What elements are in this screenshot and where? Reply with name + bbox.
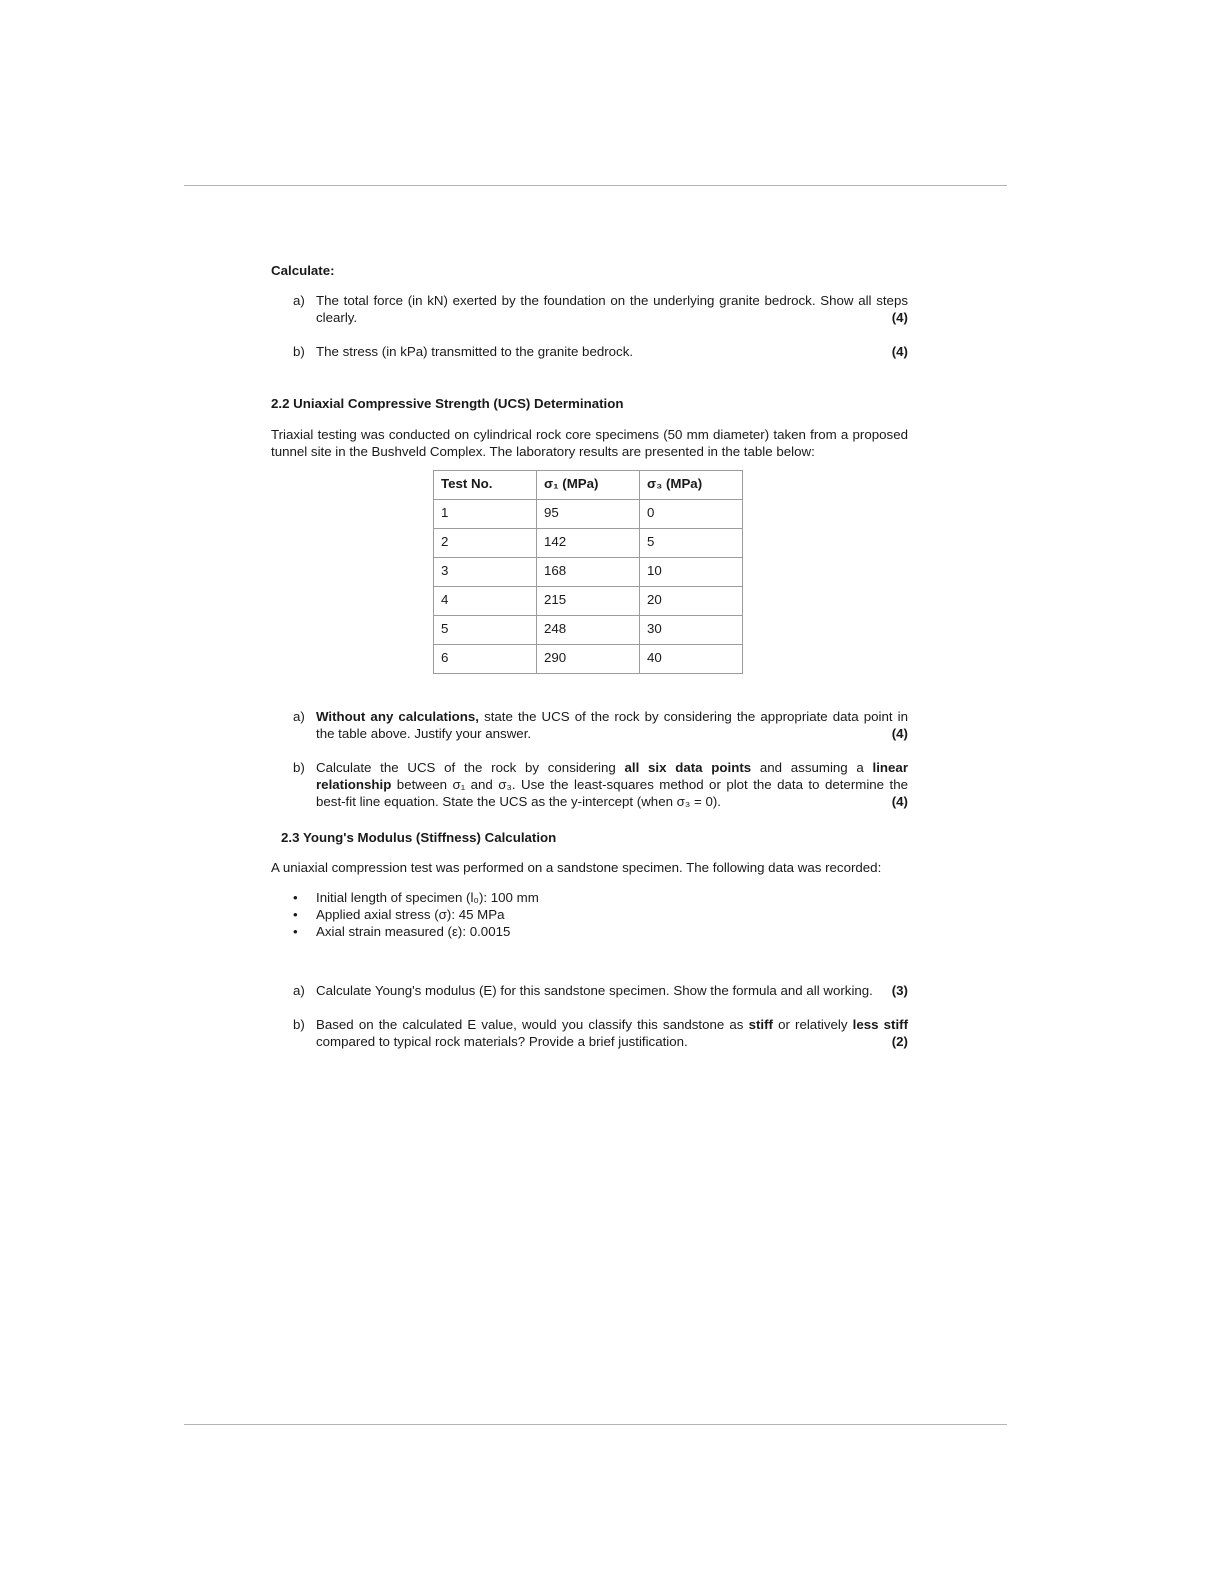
question-body: The stress (in kPa) transmitted to the granite bedrock. xyxy=(316,344,634,359)
table-row xyxy=(434,529,743,558)
table-row xyxy=(434,587,743,616)
section-heading-youngs: 2.3 Young's Modulus (Stiffness) Calculation xyxy=(281,830,557,845)
question-label: a) xyxy=(293,709,305,724)
list-item xyxy=(271,906,908,923)
question-text xyxy=(316,1016,908,1050)
question-emphasis: linear relationship xyxy=(316,760,909,792)
marks: (4) xyxy=(891,344,908,359)
table-cell: 248 xyxy=(537,616,640,645)
question-emphasis: all six data points xyxy=(624,760,752,775)
question-body: Calculate the UCS of the rock by considering xyxy=(316,760,625,775)
table-header: Test No. xyxy=(434,471,537,500)
table-cell: 10 xyxy=(640,558,743,587)
table-header-row xyxy=(434,471,743,500)
footer-rule xyxy=(184,1424,1007,1425)
marks: (2) xyxy=(891,1034,908,1049)
youngs-data-list xyxy=(271,889,908,940)
table-cell: 20 xyxy=(640,587,743,616)
question-body: Calculate Young's modulus (E) for this sandstone specimen. Show the formula and all working. xyxy=(316,983,873,998)
table-cell: 0 xyxy=(640,500,743,529)
question-label: a) xyxy=(293,983,305,998)
table-cell: 5 xyxy=(640,529,743,558)
table-cell: 4 xyxy=(434,587,537,616)
question-text xyxy=(316,292,908,326)
question-text xyxy=(316,343,908,360)
question-b xyxy=(271,343,908,360)
marks: (4) xyxy=(891,310,908,325)
marks: (4) xyxy=(891,794,908,809)
ucs-question-a xyxy=(271,708,908,742)
youngs-question-b xyxy=(271,1016,908,1050)
bullet-icon: • xyxy=(293,907,298,922)
table-header: σ₁ (MPa) xyxy=(537,471,640,500)
question-a xyxy=(271,292,908,326)
table-header: σ₃ (MPa) xyxy=(640,471,743,500)
section-heading-ucs: 2.2 Uniaxial Compressive Strength (UCS) Determination xyxy=(271,396,624,411)
question-body: state the UCS of the rock by considering the appropriate data point in the table above. Justify your answer. xyxy=(316,709,908,741)
question-label: a) xyxy=(293,293,305,308)
table-row xyxy=(434,645,743,674)
list-item-text: Initial length of specimen (l₀): 100 mm xyxy=(316,890,539,905)
list-item xyxy=(271,923,908,940)
table-cell: 1 xyxy=(434,500,537,529)
list-item-text: Applied axial stress (σ): 45 MPa xyxy=(316,907,505,922)
list-item-text: Axial strain measured (ε): 0.0015 xyxy=(316,924,511,939)
question-emphasis: Without any calculations, xyxy=(316,709,479,724)
bullet-icon: • xyxy=(293,890,298,905)
ucs-intro: Triaxial testing was conducted on cylindrical rock core specimens (50 mm diameter) taken from a proposed tunnel site in the Bushveld Complex. The laboratory results are presented in the table below: xyxy=(271,427,908,459)
table-cell: 30 xyxy=(640,616,743,645)
marks: (3) xyxy=(891,983,908,998)
question-body: Based on the calculated E value, would you classify this sandstone as xyxy=(316,1017,749,1032)
question-label: b) xyxy=(293,760,305,775)
calculate-heading: Calculate: xyxy=(271,263,335,278)
question-body: between σ₁ and σ₃. Use the least-squares method or plot the data to determine the best-fit line equation. State the UCS as the y-intercept (when σ₃ = 0). xyxy=(316,777,908,809)
document-body xyxy=(271,262,908,1050)
question-text xyxy=(316,982,908,999)
question-body: compared to typical rock materials? Provide a brief justification. xyxy=(316,1034,688,1049)
ucs-question-b xyxy=(271,759,908,810)
youngs-intro: A uniaxial compression test was performed on a sandstone specimen. The following data was recorded: xyxy=(271,860,882,875)
table-cell: 5 xyxy=(434,616,537,645)
list-item xyxy=(271,889,908,906)
question-text xyxy=(316,708,908,742)
table-cell: 6 xyxy=(434,645,537,674)
bullet-icon: • xyxy=(293,924,298,939)
table-row xyxy=(434,616,743,645)
table-cell: 290 xyxy=(537,645,640,674)
question-body: The total force (in kN) exerted by the foundation on the underlying granite bedrock. Show all steps clearly. xyxy=(316,293,908,325)
question-emphasis: less stiff xyxy=(852,1017,909,1032)
table-cell: 95 xyxy=(537,500,640,529)
question-label: b) xyxy=(293,1017,305,1032)
question-body: or relatively xyxy=(772,1017,853,1032)
marks: (4) xyxy=(891,726,908,741)
table-cell: 215 xyxy=(537,587,640,616)
question-body: and assuming a xyxy=(751,760,873,775)
table-row xyxy=(434,558,743,587)
header-rule xyxy=(184,185,1007,186)
table-cell: 168 xyxy=(537,558,640,587)
table-cell: 142 xyxy=(537,529,640,558)
table-cell: 3 xyxy=(434,558,537,587)
table-row xyxy=(434,500,743,529)
table-cell: 40 xyxy=(640,645,743,674)
question-text xyxy=(316,759,908,810)
table-cell: 2 xyxy=(434,529,537,558)
ucs-table xyxy=(433,470,743,674)
question-label: b) xyxy=(293,344,305,359)
youngs-question-a xyxy=(271,982,908,999)
question-emphasis: stiff xyxy=(748,1017,773,1032)
